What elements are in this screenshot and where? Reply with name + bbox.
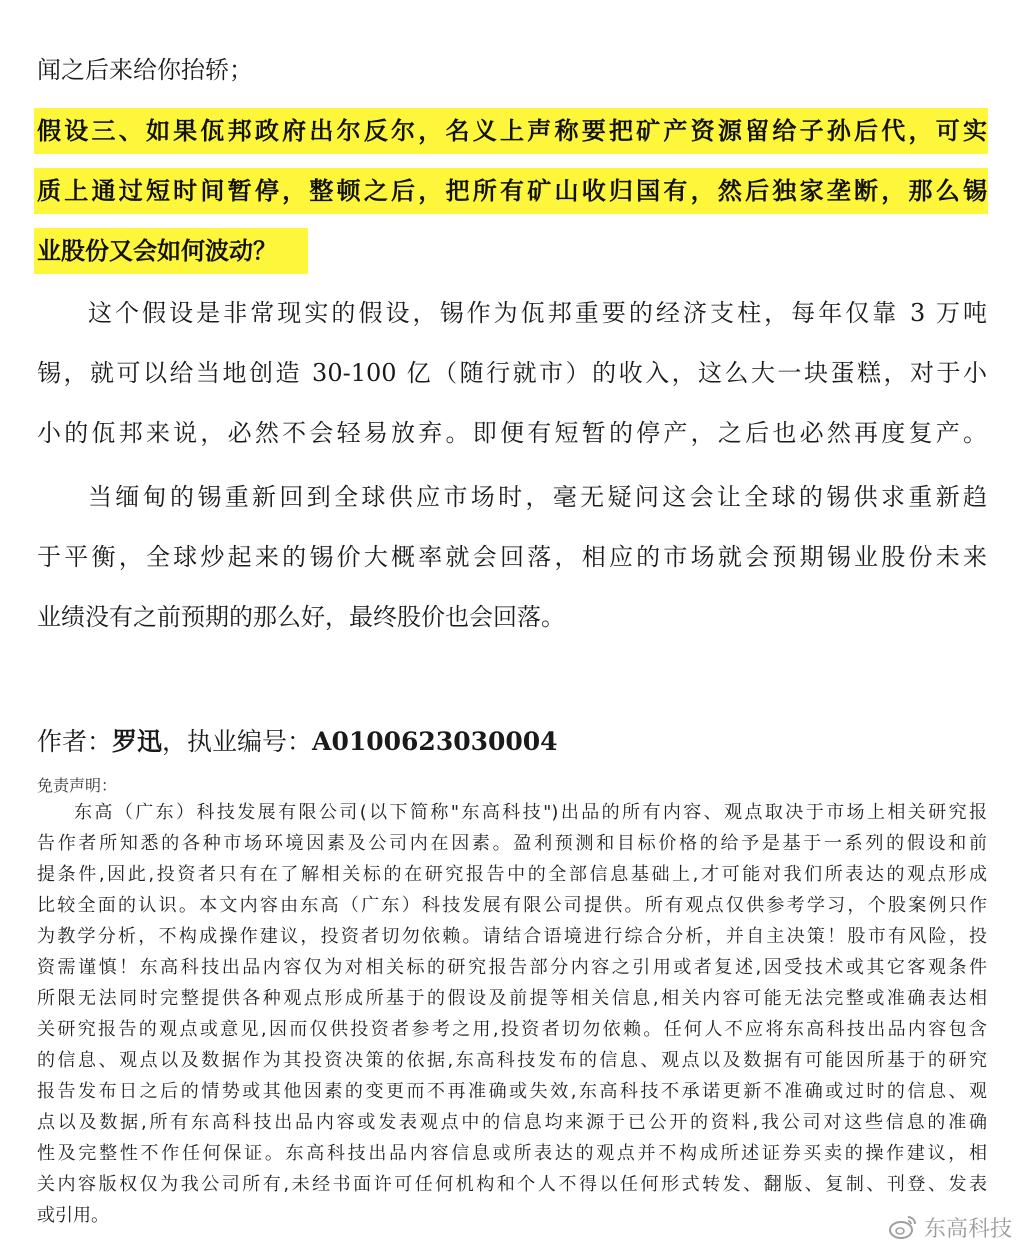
hypothesis-line: 业股份又会如何波动？ [37, 236, 277, 265]
disclaimer-line: 提条件,因此,投资者只有在了解相关标的在研究报告中的全部信息基础上,才可能对我们所表达的观点形成 [37, 864, 987, 885]
author-label: 作者： [37, 727, 113, 756]
paragraph-line: 这个假设是非常现实的假设，锡作为佤邦重要的经济支柱，每年仅靠 3 万吨 [88, 299, 987, 327]
disclaimer-line: 东高（广东）科技发展有限公司(以下简称"东高科技")出品的所有内容、观点取决于市场上相关研究报 [74, 802, 987, 823]
paragraph-line: 当缅甸的锡重新回到全球供应市场时，毫无疑问这会让全球的锡供求重新趋 [88, 483, 987, 511]
paragraph-line: 锡，就可以给当地创造 30-100 亿（随行就市）的收入，这么大一块蛋糕，对于小 [37, 359, 987, 387]
weibo-icon [888, 1212, 918, 1242]
disclaimer-line: 告作者所知悉的各种市场环境因素及公司内在因素。盈利预测和目标价格的给予是基于一系列的假设和前 [37, 833, 987, 854]
disclaimer-line: 报告发布日之后的情势或其他因素的变更而不再准确或失效,东高科技不承诺更新不准确或过时的信息、观 [37, 1081, 987, 1102]
license-label: ，执业编号： [162, 727, 313, 756]
disclaimer-line: 关研究报告的观点或意见,因而仅供投资者参考之用,投资者切勿依赖。任何人不应将东高科技出品内容包含 [37, 1019, 987, 1040]
disclaimer-line: 或引用。 [37, 1205, 109, 1226]
disclaimer-line: 关内容版权仅为我公司所有,未经书面许可任何机构和个人不得以任何形式转发、翻版、复制、刊登、发表 [37, 1174, 987, 1195]
disclaimer-line: 点以及数据,所有东高科技出品内容或发表观点中的信息均来源于已公开的资料,我公司对这些信息的准确 [37, 1112, 987, 1133]
author-line [37, 720, 558, 764]
disclaimer-line: 为教学分析，不构成操作建议，投资者切勿依赖。请结合语境进行综合分析，并自主决策！股市有风险，投 [37, 926, 987, 947]
author-name: 罗迅 [112, 727, 163, 756]
hypothesis-line: 质上通过短时间暂停，整顿之后，把所有矿山收归国有，然后独家垄断，那么锡 [37, 176, 987, 205]
license-number: A0100623030004 [312, 727, 558, 756]
paragraph-line: 于平衡，全球炒起来的锡价大概率就会回落，相应的市场就会预期锡业股份未来 [37, 543, 987, 571]
text-line: 闻之后来给你抬轿； [37, 56, 253, 84]
watermark-text: 东高科技 [923, 1216, 1012, 1242]
disclaimer-line: 资需谨慎！东高科技出品内容仅为对相关标的研究报告部分内容之引用或者复述,因受技术或其它客观条件 [37, 957, 987, 978]
disclaimer-title: 免责声明： [37, 776, 118, 795]
paragraph-line: 业绩没有之前预期的那么好，最终股价也会回落。 [37, 603, 565, 631]
hypothesis-line: 假设三、如果佤邦政府出尔反尔，名义上声称要把矿产资源留给子孙后代，可实 [37, 116, 987, 145]
disclaimer-line: 性及完整性不作任何保证。东高科技出品内容信息或所表达的观点并不构成所述证券买卖的操作建议，相 [37, 1143, 987, 1164]
watermark [888, 1210, 1012, 1244]
disclaimer-line: 所限无法同时完整提供各种观点形成所基于的假设及前提等相关信息,相关内容可能无法完整或准确表达相 [37, 988, 987, 1009]
paragraph-line: 小的佤邦来说，必然不会轻易放弃。即便有短暂的停产，之后也必然再度复产。 [37, 419, 987, 447]
disclaimer-line: 比较全面的认识。本文内容由东高（广东）科技发展有限公司提供。所有观点仅供参考学习，个股案例只作 [37, 895, 987, 916]
disclaimer-line: 的信息、观点以及数据作为其投资决策的依据,东高科技发布的信息、观点以及数据有可能因所基于的研究 [37, 1050, 987, 1071]
